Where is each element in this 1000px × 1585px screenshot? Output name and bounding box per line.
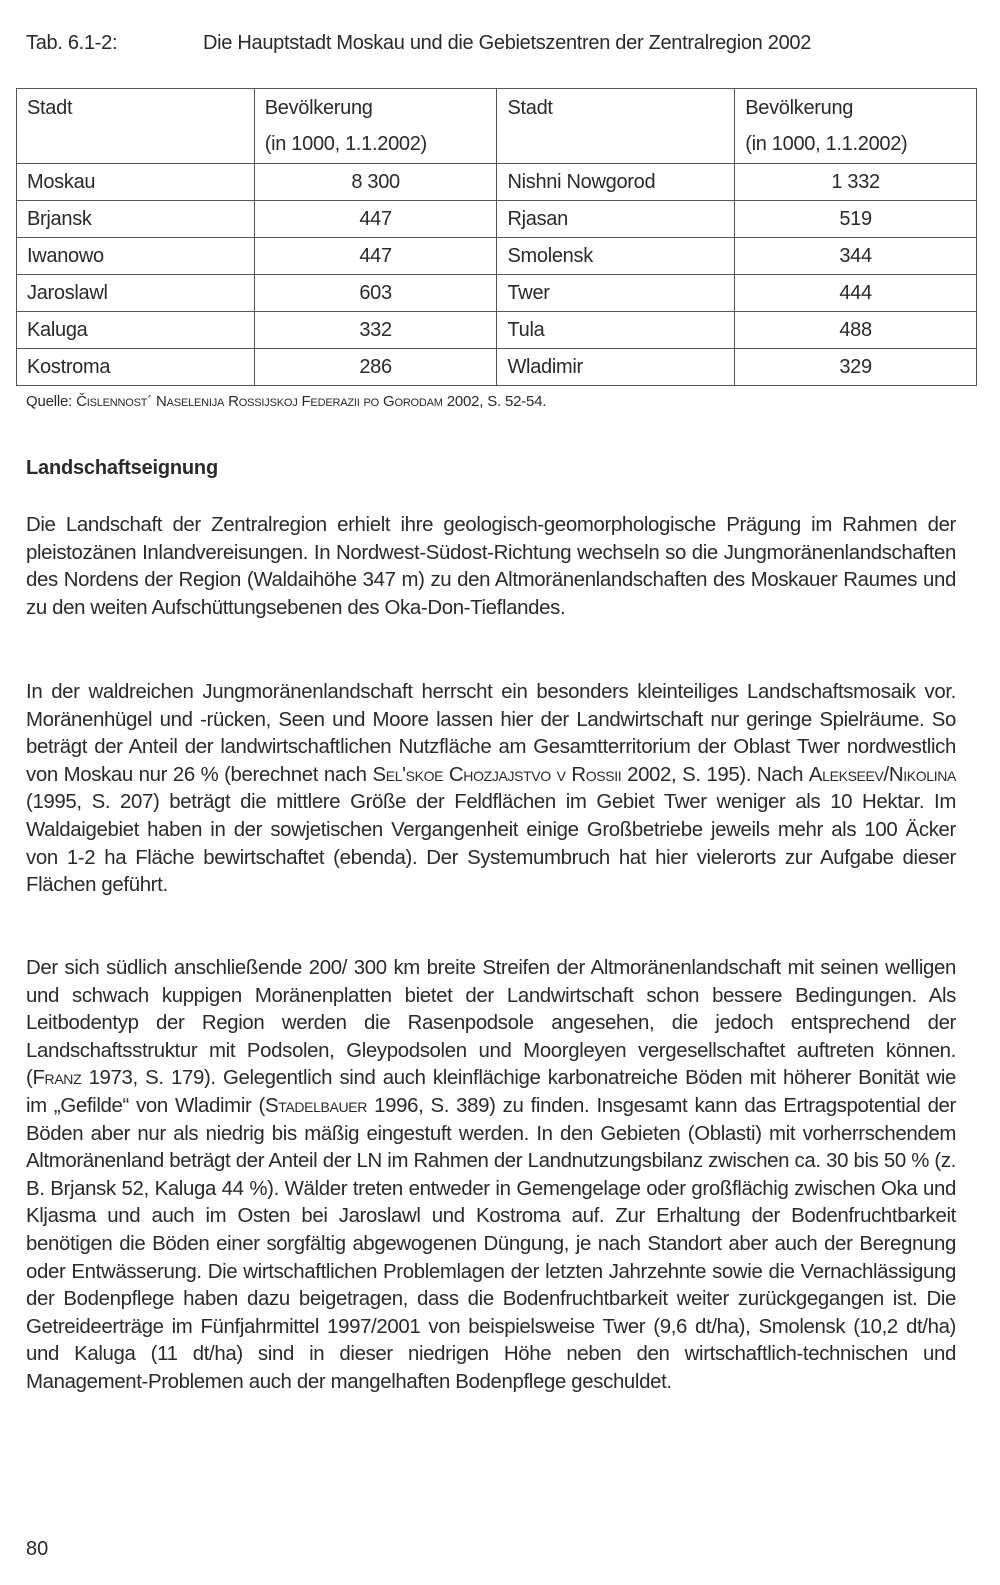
population-cell: 344: [735, 238, 977, 275]
city-cell: Tula: [497, 312, 735, 349]
population-cell: 444: [735, 275, 977, 312]
population-cell: 332: [254, 312, 497, 349]
table-number: Tab. 6.1-2:: [26, 32, 118, 54]
city-cell: Iwanowo: [17, 238, 255, 275]
city-cell: Brjansk: [17, 201, 255, 238]
population-cell: 1 332: [735, 164, 977, 201]
citation: Stadelbauer: [264, 1094, 368, 1117]
population-cell: 329: [735, 349, 977, 386]
table-row: [17, 312, 977, 349]
city-cell: Moskau: [17, 164, 255, 201]
header-city-a: Stadt: [17, 89, 255, 164]
table-row: [17, 201, 977, 238]
paragraph-2: In der waldreichen Jungmoränenlandschaft herrscht ein besonders kleinteiliges Landschaftsmosaik vor. Moränenhügel und -rücken, Seen und Moore lassen hier der Landwirtschaft nur geringe Spielräume. So beträgt der Anteil der landwirtschaftlichen Nutzfläche am Gesamtterritorium der Oblast Twer nordwestlich von Moskau nur 26 % (berechnet nach Sel'skoe Chozjajstvo v Rossii 2002, S. 195). Nach Alekseev/Nikolina (1995, S. 207) beträgt die mittlere Größe der Feldflächen im Gebiet Twer weniger als 10 Hektar. Im Waldaigebiet haben in der sowjetischen Vergangenheit einige Großbetriebe jeweils mehr als 100 Äcker von 1-2 ha Fläche bewirtschaftet (ebenda). Der Systemumbruch hat hier vielerorts zur Aufgabe dieser Flächen geführt.: [26, 681, 957, 897]
source-title: Čislennost´ Naselenija Rossijskoj Federazii po Gorodam: [76, 393, 443, 410]
population-cell: 8 300: [254, 164, 497, 201]
city-cell: Wladimir: [497, 349, 735, 386]
table-caption: [26, 32, 811, 55]
city-cell: Kaluga: [17, 312, 255, 349]
citation: Sel'skoe Chozjajstvo v Rossii: [372, 763, 622, 786]
population-cell: 286: [254, 349, 497, 386]
population-cell: 488: [735, 312, 977, 349]
city-cell: Kostroma: [17, 349, 255, 386]
header-population-a: Bevölkerung (in 1000, 1.1.2002): [254, 89, 497, 164]
table-row: [17, 349, 977, 386]
population-cell: 519: [735, 201, 977, 238]
page-number: 80: [26, 1538, 49, 1560]
population-cell: 603: [254, 275, 497, 312]
citation: Franz: [32, 1067, 82, 1090]
section-heading: Landschaftseignung: [26, 457, 218, 479]
table-header-row: [17, 89, 977, 164]
population-cell: 447: [254, 201, 497, 238]
table-row: [17, 164, 977, 201]
city-cell: Nishni Nowgorod: [497, 164, 735, 201]
citation: Alekseev/Nikolina: [808, 763, 957, 786]
paragraph-1: Die Landschaft der Zentralregion erhielt ihre geologisch-geomorphologische Prägung im Rahmen der pleistozänen Inlandvereisungen. In Nordwest-Südost-Richtung wechseln so die Jungmoränenlandschaften des Nordens der Region (Waldaihöhe 347 m) zu den Altmoränenlandschaften des Moskauer Raumes und zu den weiten Aufschüttungsebenen des Oka-Don-Tieflandes.: [26, 514, 956, 619]
population-cell: 447: [254, 238, 497, 275]
city-cell: Rjasan: [497, 201, 735, 238]
population-table: [16, 88, 977, 386]
table-row: [17, 238, 977, 275]
city-cell: Smolensk: [497, 238, 735, 275]
header-city-b: Stadt: [497, 89, 735, 164]
header-population-b: Bevölkerung (in 1000, 1.1.2002): [735, 89, 977, 164]
table-title: Die Hauptstadt Moskau und die Gebietszentren der Zentralregion 2002: [203, 32, 812, 54]
table-source: Quelle: Čislennost´ Naselenija Rossijskoj Federazii po Gorodam 2002, S. 52-54.: [26, 393, 547, 410]
city-cell: Jaroslawl: [17, 275, 255, 312]
paragraph-3: Der sich südlich anschließende 200/ 300 km breite Streifen der Altmoränenlandschaft mit seinen welligen und schwach kuppigen Moränenplatten bietet der Landwirtschaft schon bessere Bedingungen. Als Leitbodentyp der Region werden die Rasenpodsole angesehen, die jedoch entsprechend der Landschaftsstruktur mit Podsolen, Gleypodsolen und Moorgleyen vergesellschaftet auftreten können. (Franz 1973, S. 179). Gelegentlich sind auch kleinflächige karbonatreiche Böden mit höherer Bonität wie im „Gefilde“ von Wladimir (Stadelbauer 1996, S. 389) zu finden. Insgesamt kann das Ertragspotential der Böden aber nur als niedrig bis mäßig eingestuft werden. In den Gebieten (Oblasti) mit vorherrschendem Altmoränenland beträgt der Anteil der LN im Rahmen der Landnutzungsbilanz zwischen ca. 30 bis 50 % (z. B. Brjansk 52, Kaluga 44 %). Wälder treten entweder in Gemengelage oder großflächig zwischen Oka und Kljasma und auch im Osten bei Jaroslawl und Kostroma auf. Zur Erhaltung der Bodenfruchtbarkeit benötigen die Böden einer sorgfältig abgewogenen Düngung, je nach Standort aber auch der Beregnung oder Entwässerung. Die wirtschaftlichen Problemlagen der letzten Jahrzehnte sowie die Vernachlässigung der Bodenpflege haben dazu beigetragen, dass die Bodenfruchtbarkeit weiter zurückgegangen ist. Die Getreideerträge im Fünfjahrmittel 1997/2001 von beispielsweise Twer (9,6 dt/ha), Smolensk (10,2 dt/ha) und Kaluga (11 dt/ha) sind in dieser niedrigen Höhe neben den wirtschaftlich-technischen und Management-Problemen auch der mangelhaften Bodenpflege geschuldet.: [26, 957, 956, 1393]
table-row: [17, 275, 977, 312]
city-cell: Twer: [497, 275, 735, 312]
